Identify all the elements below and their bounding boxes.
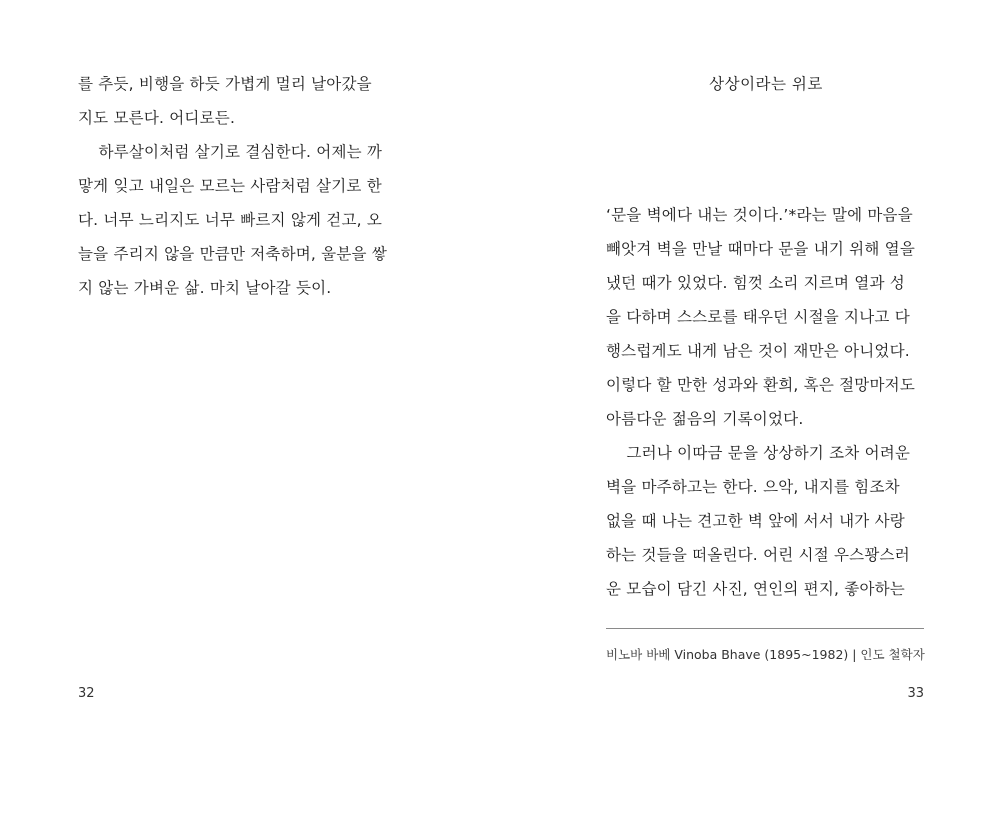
page-number-left: 32 <box>78 686 95 701</box>
text-line: 빼앗겨 벽을 만날 때마다 문을 내기 위해 열을 <box>606 240 916 258</box>
text-line: 을 다하며 스스로를 태우던 시절을 지나고 다 <box>606 308 910 326</box>
running-head: 상상이라는 위로 <box>709 75 823 93</box>
text-line: 운 모습이 담긴 사진, 연인의 편지, 좋아하는 <box>606 580 905 598</box>
left-body-text <box>78 67 408 305</box>
text-line: 냈던 때가 있었다. 힘껏 소리 지르며 열과 성 <box>606 274 905 292</box>
footnote-divider <box>606 628 924 629</box>
right-page <box>500 0 1000 824</box>
right-body-text <box>606 198 926 606</box>
text-line: 없을 때 나는 견고한 벽 앞에 서서 내가 사랑 <box>606 512 905 530</box>
text-line: 늘을 주리지 않을 만큼만 저축하며, 울분을 쌓 <box>78 245 388 263</box>
text-line: 다. 너무 느리지도 너무 빠르지 않게 걷고, 오 <box>78 211 383 229</box>
page-number-right: 33 <box>907 686 924 701</box>
text-line: 이렇다 할 만한 성과와 환희, 혹은 절망마저도 <box>606 376 916 394</box>
text-line: 하는 것들을 떠올린다. 어린 시절 우스꽝스러 <box>606 546 910 564</box>
footnote: 비노바 바베 Vinoba Bhave (1895~1982) | 인도 철학자 <box>606 647 925 662</box>
text-line: 를 추듯, 비행을 하듯 가볍게 멀리 날아갔을 <box>78 75 372 93</box>
text-line: 하루살이처럼 살기로 결심한다. 어제는 까 <box>78 143 383 161</box>
text-line: 지도 모른다. 어디로든. <box>78 109 236 127</box>
text-line: 맣게 잊고 내일은 모르는 사람처럼 살기로 한 <box>78 177 382 195</box>
text-line: 지 않는 가벼운 삶. 마치 날아갈 듯이. <box>78 279 332 297</box>
text-line: 그러나 이따금 문을 상상하기 조차 어려운 <box>606 444 911 462</box>
text-line: 행스럽게도 내게 남은 것이 재만은 아니었다. <box>606 342 910 360</box>
text-line: 벽을 마주하고는 한다. 으악, 내지를 힘조차 <box>606 478 900 496</box>
text-line: 아름다운 젊음의 기록이었다. <box>606 410 804 428</box>
text-line: ‘문을 벽에다 내는 것이다.’*라는 말에 마음을 <box>606 206 913 224</box>
